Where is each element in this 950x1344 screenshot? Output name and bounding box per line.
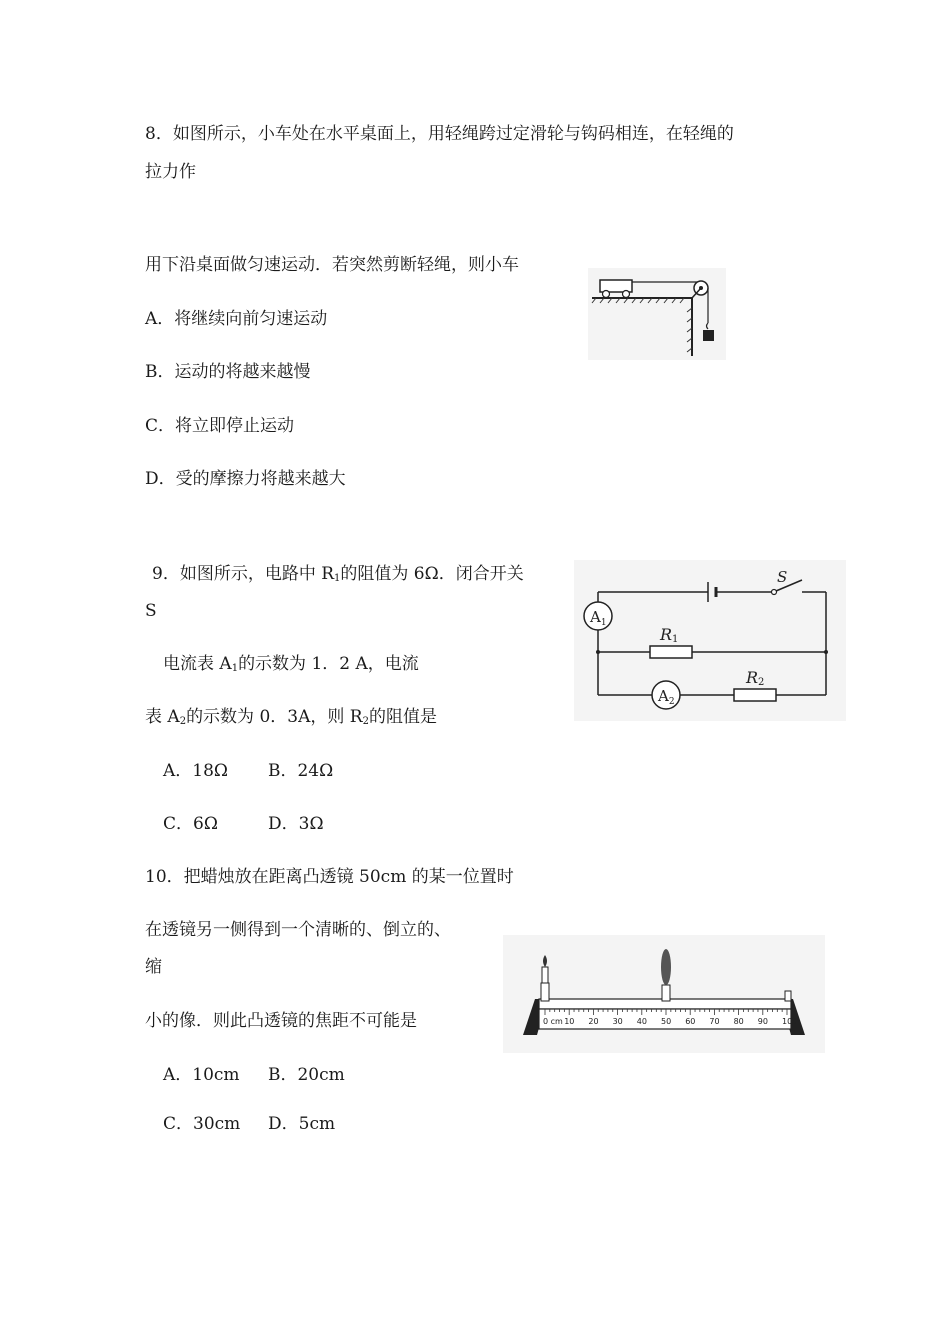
q9-option-b: B．24Ω xyxy=(268,761,334,781)
scale-label: 20 xyxy=(588,1017,599,1026)
optical-bench-diagram xyxy=(503,935,825,1053)
q8-option-c: C．将立即停止运动 xyxy=(145,416,295,436)
q9-stem-line2: S xyxy=(145,601,157,621)
candle xyxy=(542,967,548,983)
cart-pulley-figure xyxy=(588,268,726,360)
circuit-diagram xyxy=(574,560,846,721)
scale-label: 40 xyxy=(636,1017,647,1026)
q10-stem-line3: 缩 xyxy=(145,957,162,977)
resistor-r2 xyxy=(734,689,776,701)
q10-option-c: C．30cm xyxy=(163,1114,241,1134)
scale-label: 80 xyxy=(733,1017,744,1026)
optical-bench-figure xyxy=(503,935,825,1053)
q9-stem-line1: 9．如图所示，电路中 $R_1$的阻值为 6Ω．闭合开关 xyxy=(152,564,524,584)
q9-stem-line3: 电流表 $A_1$的示数为 1．2 A，电流 xyxy=(163,654,419,674)
q10-stem-line4: 小的像．则此凸透镜的焦距不可能是 xyxy=(145,1011,417,1031)
q8-option-b: B．运动的将越来越慢 xyxy=(145,362,311,382)
scale-label: 0 cm xyxy=(543,1017,563,1026)
candle-flame xyxy=(543,955,547,967)
r2-label: R xyxy=(746,668,759,687)
scale-label: 60 xyxy=(685,1017,696,1026)
resistor-r1 xyxy=(650,646,692,658)
r1-sub: 1 xyxy=(672,634,679,645)
q8-option-d: D．受的摩擦力将越来越大 xyxy=(145,469,346,489)
ammeter-a2-label: A xyxy=(658,687,669,705)
scale-label: 70 xyxy=(709,1017,720,1026)
scale-label: 10 xyxy=(564,1017,575,1026)
r1-label: R xyxy=(660,625,673,644)
q9-option-a: A．18Ω xyxy=(163,761,229,781)
svg-text:R2 xyxy=(745,668,764,688)
q10-stem-line2: 在透镜另一侧得到一个清晰的、倒立的、 xyxy=(145,920,451,940)
q9-option-d: D．3Ω xyxy=(268,814,324,834)
ammeter-a1-label: A xyxy=(590,608,601,626)
convex-lens xyxy=(661,949,671,985)
q8-stem-line2: 拉力作 xyxy=(145,162,196,182)
cart-pulley-diagram xyxy=(588,268,726,360)
q8-stem-line1: 8．如图所示，小车处在水平桌面上，用轻绳跨过定滑轮与钩码相连，在轻绳的 xyxy=(145,124,734,144)
ammeter-a1-sub: 1 xyxy=(600,618,607,628)
scale-label: 50 xyxy=(661,1017,672,1026)
q10-option-b: B．20cm xyxy=(268,1065,345,1085)
q10-stem-line1: 10．把蜡烛放在距离凸透镜 50cm 的某一位置时 xyxy=(145,867,514,887)
circuit-figure xyxy=(574,560,846,721)
ammeter-a2-sub: 2 xyxy=(668,697,675,707)
scale-label: 30 xyxy=(612,1017,623,1026)
q10-option-d: D．5cm xyxy=(268,1114,336,1134)
q9-stem-line4: 表 $A_2$的示数为 0．3A，则 $R_2$的阻值是 xyxy=(145,707,437,727)
switch-label: S xyxy=(777,568,788,586)
scale-label: 100 xyxy=(782,1017,798,1026)
r2-sub: 2 xyxy=(758,677,765,688)
scale-label: 90 xyxy=(757,1017,768,1026)
q9-option-c: C．6Ω xyxy=(163,814,218,834)
q8-option-a: A．将继续向前匀速运动 xyxy=(145,309,328,329)
q8-stem-line3: 用下沿桌面做匀速运动．若突然剪断轻绳，则小车 xyxy=(145,255,519,275)
svg-text:R1 xyxy=(659,625,678,645)
q10-option-a: A．10cm xyxy=(163,1065,240,1085)
